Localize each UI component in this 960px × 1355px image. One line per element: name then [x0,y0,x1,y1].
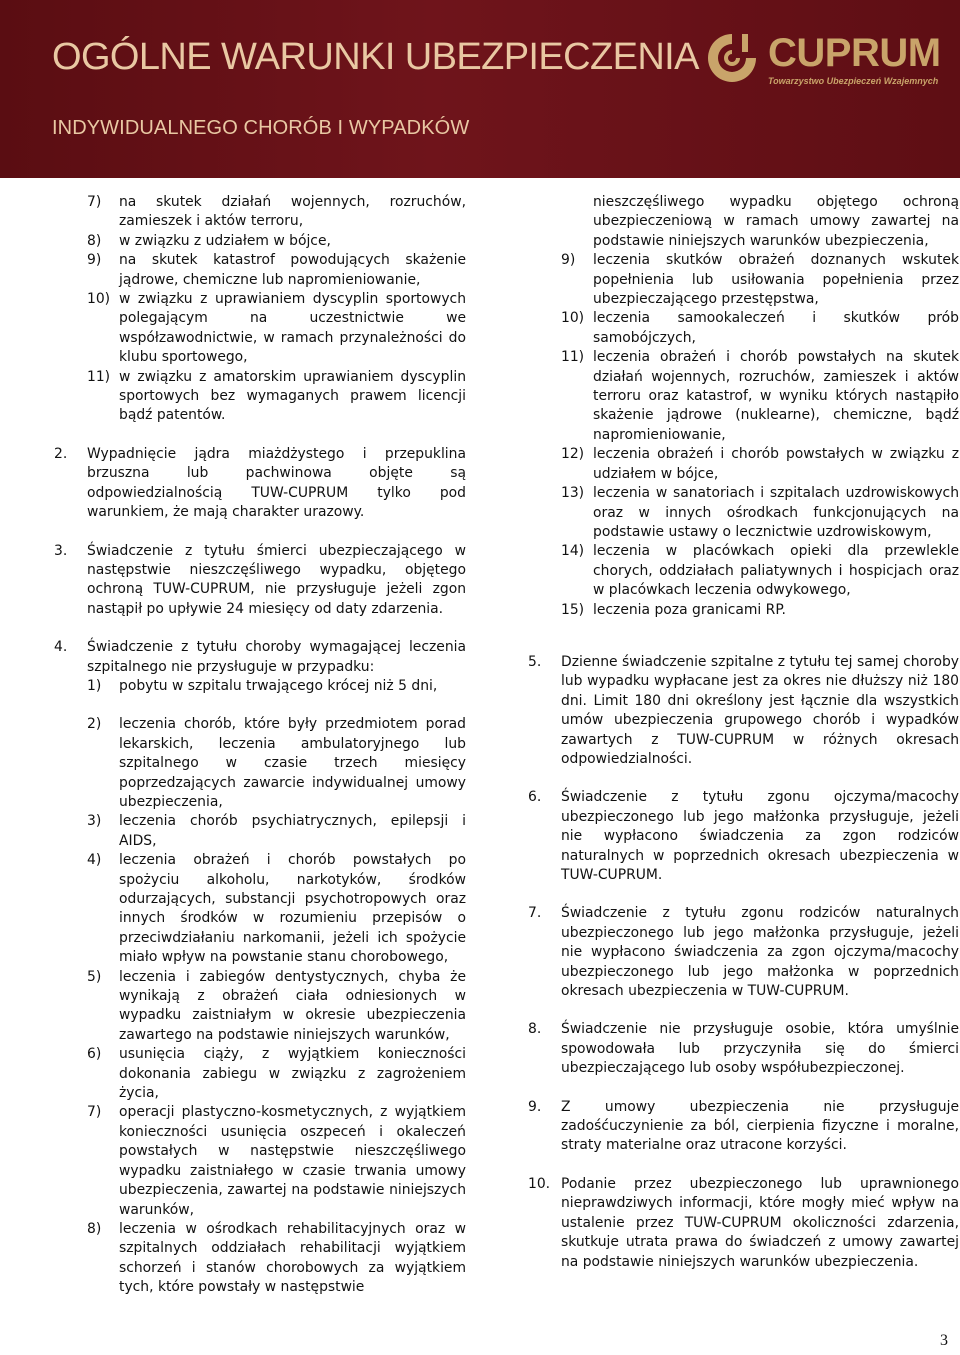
list-item: 8) leczenia w ośrodkach rehabilitacyjnych oraz w szpitalnych oddziałach rehabilitacji wyjątkiem schorzeń i stanów chorobowych za wyjątkiem tych, które powstały w następstwie [87,1220,466,1296]
list-item-continuation: nieszczęśliwego wypadku objętego ochroną ubezpieczeniową w ramach umowy zawartej na podstawie niniejszych warunków ubezpieczenia, [593,194,959,249]
list-item: 6) usunięcia ciąży, z wyjątkiem konieczności dokonania zabiegu w związku z zagrożeniem życia, [87,1046,466,1102]
page-header [0,0,960,178]
list-item: 3) leczenia chorób psychiatrycznych, epilepsji i AIDS, [87,813,466,849]
list-item: 15) leczenia poza granicami RP. [561,601,786,618]
logo-wordmark: CUPRUM [768,31,941,75]
paragraph-10: 10. Podanie przez ubezpieczonego lub uprawnionego nieprawdziwych informacji, które mogły mieć wpływ na ustalenie przez TUW-CUPRUM okoliczności zdarzenia, skutkuje utrata prawa do świadczeń z umowy zawartej na podstawie niniejszych warunków ubezpieczenia. [528,1175,959,1270]
paragraph-5: 5. Dzienne świadczenie szpitalne z tytułu tej samej choroby lub wypadku wypłacane jest za okres nie dłuższy niż 180 dni. Limit 180 dni określony jest łącznie dla wszystkich umów ubezpieczenia grupowego chorób i wypadków zawartych z TUW-CUPRUM w różnych okresach odpowiedzialności. [528,653,959,767]
right-column [528,193,959,1272]
exclusions-list-a [87,193,466,426]
list-item: 5) leczenia i zabiegów dentystycznych, chyba że wynikają z obrażeń ciała odniesionych w wypadku zaistniałym w okresie ubezpieczenia zawartego na podstawie niniejszych warunków, [87,968,466,1043]
list-item: 1) pobytu w szpitalu trwającego krócej niż 5 dni, [87,677,438,694]
paragraph-3: 3. Świadczenie z tytułu śmierci ubezpieczającego w następstwie nieszczęśliwego wypadku, objętego ochroną TUW-CUPRUM, nie przysługuje jeżeli zgon nastąpił po upływie 24 miesięcy od daty zdarzenia. [54,542,466,617]
list-item: 9) na skutek katastrof powodujących skażenie jądrowe, chemiczne lub napromieniowanie, [87,252,466,288]
list-item: 10) w związku z uprawianiem dyscyplin sportowych polegającym na uczestnictwie we współzawodnictwie, w ramach przynależności do klubu sportowego, [87,291,466,366]
page-number: 3 [940,1332,948,1349]
paragraph-9: 9. Z umowy ubezpieczenia nie przysługuje zadośćuczynienie za ból, cierpienia fizyczne i moralne, straty materialne oraz utracone korzyści. [528,1098,959,1154]
document-title: OGÓLNE WARUNKI UBEZPIECZENIA [52,36,699,78]
list-item: 12) leczenia obrażeń i chorób powstałych w związku z udziałem w bójce, [561,446,959,482]
paragraph-7: 7. Świadczenie z tytułu zgonu rodziców naturalnych ubezpieczonego lub jego małżonka przysługuje, jeżeli nie wypłacono świadczenia za zgon ojczyma/macochy ubezpieczonego lub jego małżonka w poprzednich okresach ubezpieczenia w TUW-CUPRUM. [528,905,959,1000]
paragraph-2: 2. Wypadnięcie jądra miażdżystego i przepuklina brzuszna lub pachwinowa objęte są odpowiedzialnością TUW-CUPRUM tylko pod warunkiem, że mają charakter urazowy. [54,445,466,521]
list-item: 7) operacji plastyczno-kosmetycznych, z wyjątkiem konieczności usunięcia oszpeceń i okaleczeń powstałych w następstwie nieszczęśliwego wypadku zaistniałego w czasie trwania umowy ubezpieczenia, zawartej na podstawie niniejszych warunków, [87,1104,466,1218]
list-item: 8) w związku z udziałem w bójce, [87,232,331,249]
list-item: 13) leczenia w sanatoriach i szpitalach uzdrowiskowych oraz w innych ośrodkach funkcjonujących na podstawie ustawy o lecznictwie uzdrowiskowym, [561,485,959,540]
paragraph-4: 4. Świadczenie z tytułu choroby wymagającej leczenia szpitalnego nie przysługuje w przypadku: [54,639,466,675]
exclusions-list-b [87,677,466,1298]
list-item: 11) w związku z amatorskim uprawianiem dyscyplin sportowych bez wymaganych prawem licencji bądź patentów. [87,368,466,424]
list-item: 14) leczenia w placówkach opieki dla przewlekle chorych, oddziałach paliatywnych i hospicjach oraz w placówkach leczenia odwykowego, [561,543,959,599]
logo-tagline: Towarzystwo Ubezpieczeń Wzajemnych [768,76,939,86]
list-item: 7) na skutek działań wojennych, rozruchów, zamieszek i aktów terroru, [87,194,466,230]
exclusions-list-c [561,251,959,620]
list-item: 11) leczenia obrażeń i chorób powstałych na skutek działań wojennych, rozruchów, zamieszek i aktów terroru oraz katastrof, w wyniku których nastąpiło skażenie jądrowe (nuklearne), chemiczne, bądź napromieniowanie, [561,349,959,443]
left-column [54,193,466,1298]
cuprum-swirl-logo-icon [702,28,762,88]
paragraph-8: 8. Świadczenie nie przysługuje osobie, która umyślnie spowodowała lub przyczyniła się do śmierci ubezpieczającego lub osoby współubezpieczonej. [528,1021,959,1077]
list-item: 2) leczenia chorób, które były przedmiotem porad lekarskich, leczenia ambulatoryjnego lub szpitalnego w czasie trzech miesięcy poprzedzających zawarcie indywidualnej umowy ubezpieczenia, [87,716,466,810]
list-item: 10) leczenia samookaleczeń i skutków prób samobójczych, [561,310,959,346]
company-logo [702,28,941,94]
document-subtitle: INDYWIDUALNEGO CHORÓB I WYPADKÓW [52,117,470,139]
paragraph-6: 6. Świadczenie z tytułu zgonu ojczyma/macochy ubezpieczonego lub jego małżonka przysługuje, jeżeli nie wypłacono świadczenia za zgon rodziców naturalnych w poprzednich okresach ubezpieczenia w TUW-CUPRUM. [528,789,959,883]
list-item: 9) leczenia skutków obrażeń doznanych wskutek popełnienia lub usiłowania popełnienia przez ubezpieczającego przestępstwa, [561,252,959,308]
list-item: 4) leczenia obrażeń i chorób powstałych po spożyciu alkoholu, narkotyków, środków odurzających, substancji psychotropowych oraz innych środków w rozumieniu przepisów o przeciwdziałaniu narkomanii, jeżeli ich spożycie miało wpływ na powstanie stanu chorobowego, [87,852,466,966]
